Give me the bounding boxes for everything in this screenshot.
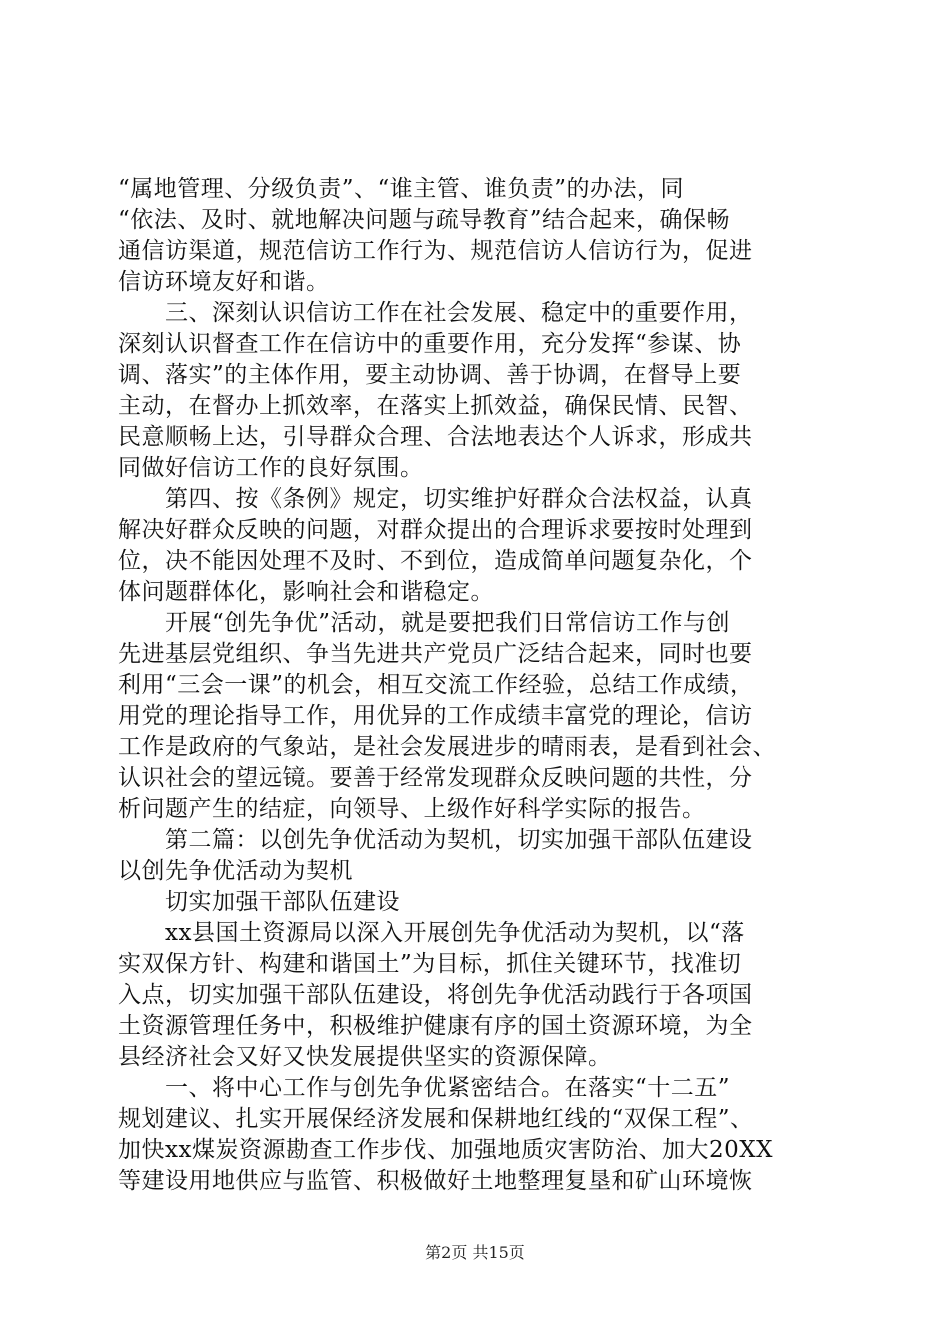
text-line: 通信访渠道，规范信访工作行为、规范信访人信访行为，促进 xyxy=(118,238,753,264)
text-line: 深刻认识督查工作在信访中的重要作用，充分发挥“参谋、协 xyxy=(118,331,742,357)
text-line: 用党的理论指导工作，用优异的工作成绩丰富党的理论，信访 xyxy=(118,703,753,729)
text-line: 利用“三会一课”的机会，相互交流工作经验，总结工作成绩， xyxy=(118,672,754,698)
text-line: 第二篇：以创先争优活动为契机，切实加强干部队伍建设 xyxy=(118,827,753,853)
text-line: xx县国土资源局以深入开展创先争优活动为契机，以“落 xyxy=(118,920,745,946)
text-line: 入点，切实加强干部队伍建设，将创先争优活动践行于各项国 xyxy=(118,982,753,1008)
text-line: 以创先争优活动为契机 xyxy=(118,858,353,884)
text-line: 主动，在督办上抓效率，在落实上抓效益，确保民情、民智、 xyxy=(118,393,753,419)
text-line: 加快xx煤炭资源勘查工作步伐、加强地质灾害防治、加大20XX xyxy=(118,1137,773,1163)
text-line: 三、深刻认识信访工作在社会发展、稳定中的重要作用， xyxy=(118,300,753,326)
text-line: 先进基层党组织、争当先进共产党员广泛结合起来，同时也要 xyxy=(118,641,753,667)
text-line: 实双保方针、构建和谐国土”为目标，抓住关键环节，找准切 xyxy=(118,951,742,977)
text-line: 第四、按《条例》规定，切实维护好群众合法权益，认真 xyxy=(118,486,753,512)
text-line: 切实加强干部队伍建设 xyxy=(118,889,400,915)
text-line: 一、将中心工作与创先争优紧密结合。在落实“十二五” xyxy=(118,1075,731,1101)
text-line: 析问题产生的结症，向领导、上级作好科学实际的报告。 xyxy=(118,796,706,822)
page-number-footer: 第2页 共15页 xyxy=(425,1243,525,1262)
text-line: 县经济社会又好又快发展提供坚实的资源保障。 xyxy=(118,1044,612,1070)
text-line: 等建设用地供应与监管、积极做好土地整理复垦和矿山环境恢 xyxy=(118,1168,753,1194)
text-line: 信访环境友好和谐。 xyxy=(118,269,330,295)
text-line: 位，决不能因处理不及时、不到位，造成简单问题复杂化，个 xyxy=(118,548,753,574)
text-line: 同做好信访工作的良好氛围。 xyxy=(118,455,424,481)
text-line: 开展“创先争优”活动，就是要把我们日常信访工作与创 xyxy=(118,610,731,636)
text-line: 调、落实”的主体作用，要主动协调、善于协调，在督导上要 xyxy=(118,362,742,388)
text-line: 民意顺畅上达，引导群众合理、合法地表达个人诉求，形成共 xyxy=(118,424,753,450)
body-text xyxy=(118,174,838,1197)
text-line: 解决好群众反映的问题，对群众提出的合理诉求要按时处理到 xyxy=(118,517,753,543)
text-line: “属地管理、分级负责”、“谁主管、谁负责”的办法，同 xyxy=(118,176,685,202)
text-line: 规划建议、扎实开展保经济发展和保耕地红线的“双保工程”、 xyxy=(118,1106,754,1132)
text-line: “依法、及时、就地解决问题与疏导教育”结合起来，确保畅 xyxy=(118,207,731,233)
text-line: 认识社会的望远镜。要善于经常发现群众反映问题的共性，分 xyxy=(118,765,753,791)
text-line: 体问题群体化，影响社会和谐稳定。 xyxy=(118,579,494,605)
text-line: 工作是政府的气象站，是社会发展进步的晴雨表，是看到社会、 xyxy=(118,734,776,760)
text-line: 土资源管理任务中，积极维护健康有序的国土资源环境，为全 xyxy=(118,1013,753,1039)
